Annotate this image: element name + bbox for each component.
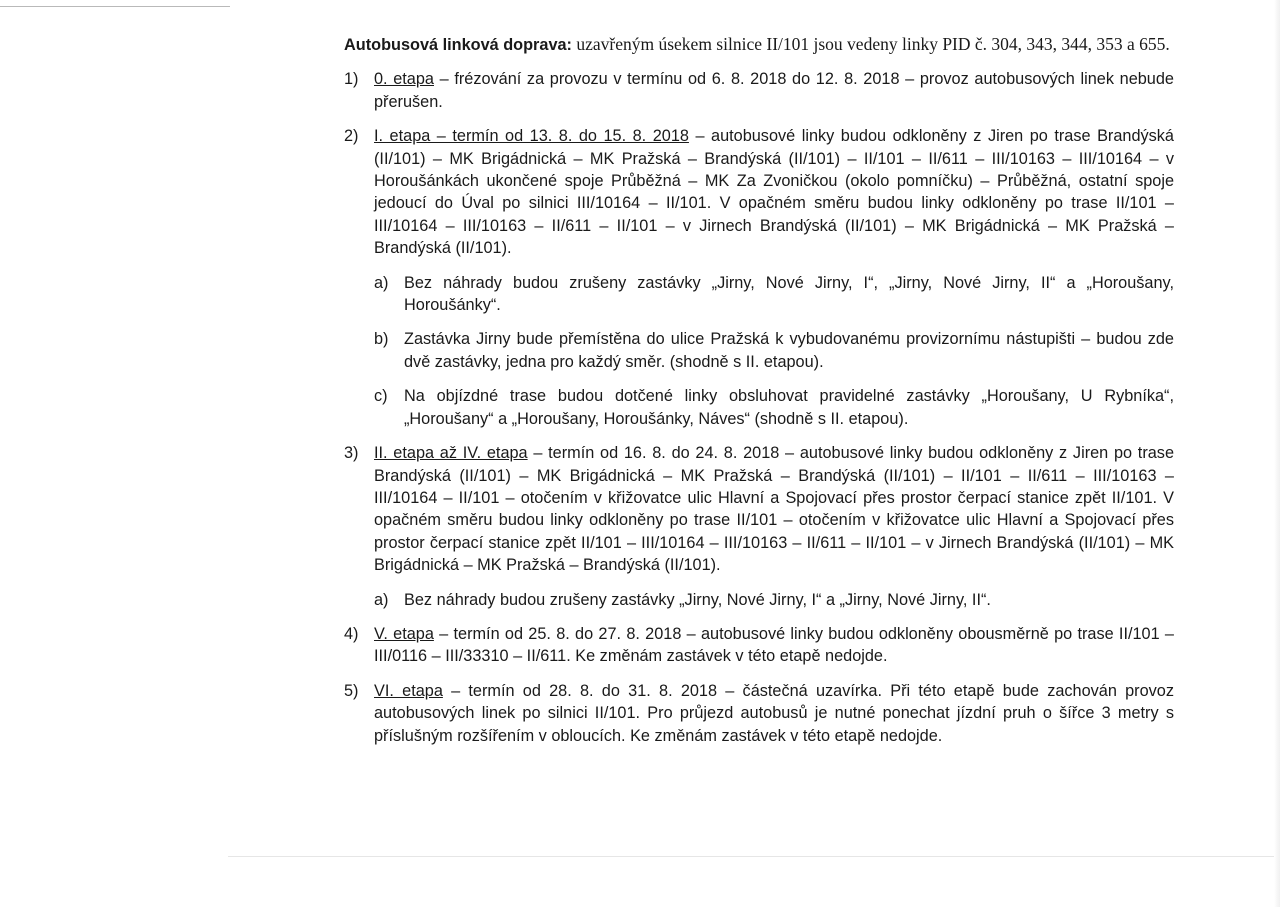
sub-item-text: Zastávka Jirny bude přemístěna do ulice Pražská k vybudovanému provizornímu nástupišti – budou zde dvě zastávky, jedna pro každý směr. (shodně s II. etapou). [404,330,1174,371]
item-label: I. etapa – termín od 13. 8. do 15. 8. 2018 [374,127,689,146]
item-label: VI. etapa [374,681,443,700]
sub-item-2a [344,272,1174,317]
sub-item-3a [344,589,1174,611]
sub-item-text: Bez náhrady budou zrušeny zastávky „Jirny, Nové Jirny, I“, „Jirny, Nové Jirny, II“ a „Horoušany, Horoušánky“. [404,273,1174,315]
scan-bottom-line [228,856,1274,857]
item-text: – frézování za provozu v termínu od 6. 8. 2018 do 12. 8. 2018 – provoz autobusových linek nebude přerušen. [374,70,1174,111]
sub-item-text: Na objízdné trase budou dotčené linky obsluhovat pravidelné zastávky „Horoušany, U Rybníka“, „Horoušany“ a „Horoušany, Horoušánky, Náves“ (shodně s II. etapou). [404,387,1174,428]
item-text: – termín od 28. 8. do 31. 8. 2018 – částečná uzavírka. Při této etapě bude zachován provoz autobusových linek po silnici II/101. Pro průjezd autobusů je nutné ponechat jízdní pruh o šířce 3 metry s příslušným rozšířením v obloucích. Ke změnám zastávek v této etapě nedojde. [374,681,1174,745]
scan-edge-top [0,6,230,7]
item-label: V. etapa [374,624,434,643]
item-text: – termín od 16. 8. do 24. 8. 2018 – autobusové linky budou odkloněny z Jiren po trase Brandýská (II/101) – MK Brigádnická – MK Pražská – Brandýská (II/101) – II/101 – II/611 – III/10163 – III/10164 – II/101 – otočením v křižovatce ulic Hlavní a Spojovací přes prostor čerpací stanice zpět II/101. V opačném směru budou linky odkloněny po trase II/101 – otočením v křižovatce ulic Hlavní a Spojovací přes prostor čerpací stanice zpět II/101 – III/10164 – III/10163 – II/611 – II/101 – v Jirnech Brandýská (II/101) – MK Brigádnická – MK Pražská – Brandýská (II/101). [374,444,1175,575]
sub-item-letter: a) [374,590,389,609]
intro-body: uzavřeným úsekem silnice II/101 jsou vedeny linky PID č. 304, 343, 344, 353 a 655. [571,34,1170,54]
item-number: 1) [344,70,359,89]
list-item-4 [344,623,1174,668]
sub-item-letter: c) [374,387,388,406]
item-text: – autobusové linky budou odkloněny z Jiren po trase Brandýská (II/101) – MK Brigádnická – MK Pražská – Brandýská (II/101) – II/101 – II/611 – III/10163 – III/10164 – v Horoušánkách ukončené spoje Průběžná – MK Za Zvoničkou (okolo pomníčku) – Průběžná, ostatní spoje jedoucí do Úval po silnici III/10164 – II/101. V opačném směru budou linky odkloněny po trase II/101 – III/10164 – III/10163 – II/611 – II/101 – v Jirnech Brandýská (II/101) – MK Brigádnická – MK Pražská – Brandýská (II/101). [374,127,1174,258]
sub-item-text: Bez náhrady budou zrušeny zastávky „Jirny, Nové Jirny, I“ a „Jirny, Nové Jirny, II“. [404,590,991,609]
item-text: – termín od 25. 8. do 27. 8. 2018 – autobusové linky budou odkloněny obousměrně po trase II/101 – III/0116 – III/33310 – II/611. Ke změnám zastávek v této etapě nedojde. [374,624,1174,666]
item-label: II. etapa až IV. etapa [374,444,528,463]
document-page [344,33,1174,759]
item-label: 0. etapa [374,70,434,89]
item-number: 3) [344,444,359,463]
item-number: 5) [344,681,359,700]
scan-edge-right [1274,0,1280,907]
list-item-2 [344,125,1174,259]
list-item-1 [344,68,1174,113]
intro-lead: Autobusová linková doprava: [344,36,572,54]
list-item-5 [344,680,1174,747]
sub-item-2c [344,385,1174,430]
sub-item-2b [344,328,1174,373]
sub-item-letter: b) [374,330,389,349]
list-item-3 [344,442,1174,576]
sub-item-letter: a) [374,273,389,292]
item-number: 4) [344,624,359,643]
intro-paragraph [344,33,1174,56]
item-number: 2) [344,127,359,146]
